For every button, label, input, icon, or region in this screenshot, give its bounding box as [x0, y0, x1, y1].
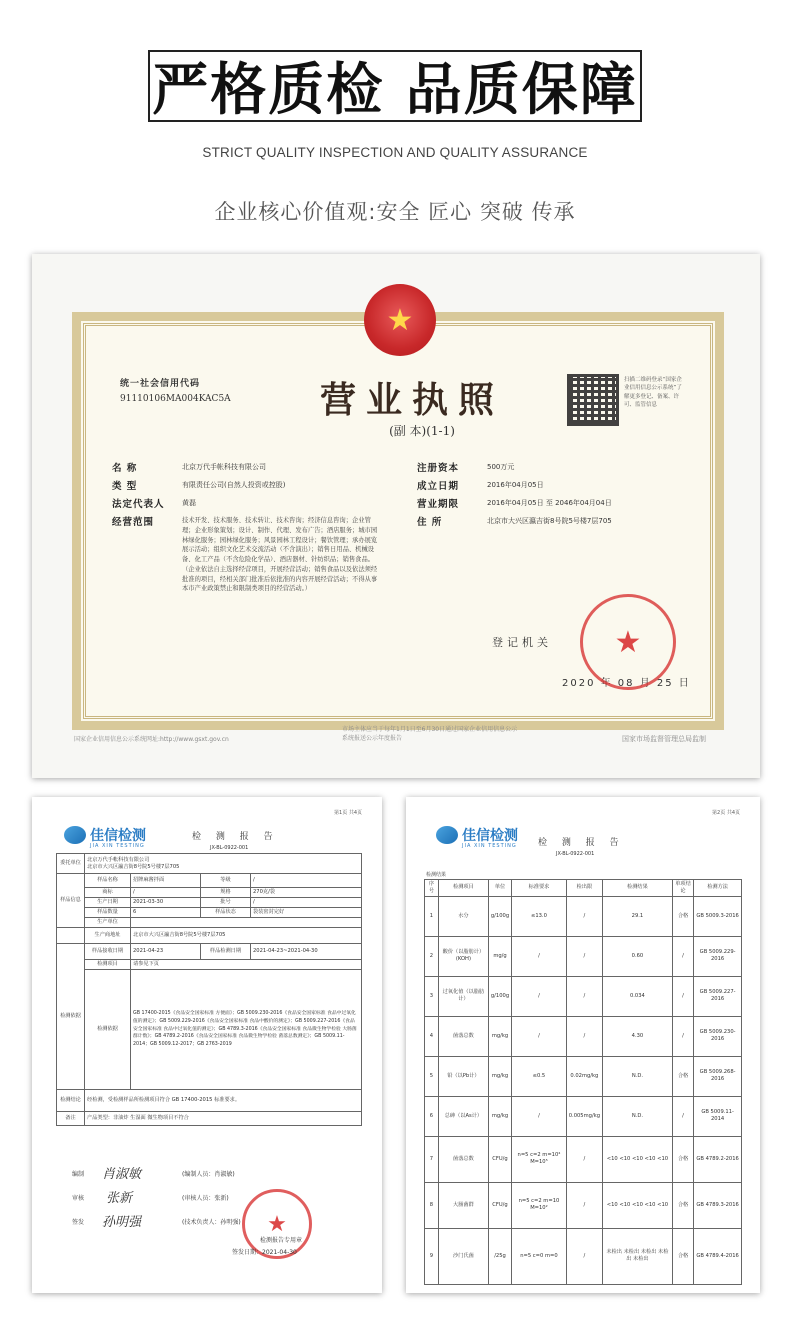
table-cell: / — [566, 1136, 602, 1182]
table-cell: / — [566, 1016, 602, 1056]
table-row — [425, 1056, 742, 1096]
signature-review: 张新 — [106, 1191, 133, 1206]
table-cell: ≤13.0 — [512, 896, 567, 936]
field-label-term: 营业期限 — [417, 499, 460, 510]
table-cell: n=5 c=2 m=10 M=10² — [512, 1182, 567, 1228]
table-cell: 合格 — [672, 1136, 693, 1182]
lab-brand-english: JIA XIN TESTING — [90, 843, 145, 849]
table-cell: ≤0.5 — [512, 1056, 567, 1096]
table-cell: 6 — [131, 908, 201, 918]
table-cell: N.D. — [603, 1096, 673, 1136]
table-cell: 0.02mg/kg — [566, 1056, 602, 1096]
table-cell: 批号 — [201, 898, 251, 908]
column-header: 检出限 — [566, 880, 602, 897]
table-cell: 招牌麻酱拌面 — [131, 874, 201, 888]
table-cell: 0.60 — [603, 936, 673, 976]
lab-brand-name: 佳信检测 — [462, 828, 518, 844]
table-cell: mg/g — [488, 936, 511, 976]
field-label-address: 住 所 — [417, 517, 443, 528]
lab-brand-name: 佳信检测 — [90, 828, 146, 844]
table-cell: GB 4789.4-2016 — [694, 1228, 742, 1284]
producer-address: 北京市大兴区瀛吉街8号院5号楼7层705 — [131, 928, 362, 944]
page-indicator: 第2页 共4页 — [712, 810, 740, 816]
table-cell: n=5 c=0 m=0 — [512, 1228, 567, 1284]
table-cell: / — [131, 888, 201, 898]
license-footer-supervisor: 国家市场监督管理总局监制 — [622, 735, 706, 743]
table-cell: 等级 — [201, 874, 251, 888]
table-cell: / — [566, 1228, 602, 1284]
column-header: 检测结果 — [603, 880, 673, 897]
table-cell: / — [672, 1016, 693, 1056]
receive-date: 2021-04-23 — [131, 944, 201, 960]
table-cell: 合格 — [672, 1182, 693, 1228]
qr-code-caption: 扫描二维码登录“国家企业信用信息公示系统”了解更多登记、备案、许可、监管信息 — [624, 377, 682, 408]
table-cell: / — [512, 976, 567, 1016]
field-label-legal-rep: 法定代表人 — [112, 499, 165, 510]
basis-sub-label: 检测依据 — [85, 970, 131, 1090]
conclusion-text: 经检测，受检测样品所检测项目符合 GB 17400-2015 标准要求。 — [85, 1090, 362, 1112]
license-footer-notice: 市场主体应当于每年1月1日至6月30日通过国家企业信用信息公示系统报送公示年度报告 — [342, 726, 518, 742]
issue-date: 签发日期：2021-04-30 — [232, 1249, 297, 1256]
table-cell: 未检出 未检出 未检出 未检出 未检出 — [603, 1228, 673, 1284]
table-cell: GB 5009.268-2016 — [694, 1056, 742, 1096]
table-cell: / — [672, 936, 693, 976]
table-cell: / — [512, 936, 567, 976]
report-number: JX-BL-0922-001 — [210, 845, 249, 851]
license-copy-label: (副 本)(1-1) — [389, 424, 455, 438]
table-cell: 9 — [425, 1228, 439, 1284]
testing-lab-logo — [64, 825, 146, 849]
table-cell: 3 — [425, 976, 439, 1016]
field-value-type: 有限责任公司(自然人投资或控股) — [182, 481, 286, 489]
testing-lab-logo — [436, 825, 518, 849]
table-cell: 4.30 — [603, 1016, 673, 1056]
table-row — [425, 1016, 742, 1056]
table-row — [425, 1136, 742, 1182]
table-cell: 7 — [425, 1136, 439, 1182]
table-cell: 过氧化值（以脂肪计） — [438, 976, 488, 1016]
field-label-founded: 成立日期 — [417, 481, 460, 492]
table-cell: mg/kg — [488, 1056, 511, 1096]
table-cell: 袋装密封完好 — [251, 908, 362, 918]
table-cell: g/100g — [488, 896, 511, 936]
producer-label: 生产单位 — [85, 918, 131, 928]
table-cell: / — [566, 976, 602, 1016]
conclusion-label: 检测结论 — [57, 1090, 85, 1112]
subtitle: STRICT QUALITY INSPECTION AND QUALITY ASSURANCE — [202, 145, 588, 160]
table-cell: 2 — [425, 936, 439, 976]
business-license-image — [32, 254, 760, 778]
license-title: 营业执照 — [319, 379, 504, 421]
column-header: 检测方法 — [694, 880, 742, 897]
license-date: 2020 年 08 月 25 日 — [562, 678, 691, 689]
table-row — [425, 976, 742, 1016]
field-value-founded: 2016年04月05日 — [487, 481, 544, 489]
field-label-capital: 注册资本 — [417, 463, 460, 474]
client-name: 北京万代手帐科技有限公司 — [87, 856, 150, 863]
lab-brand-english: JIA XIN TESTING — [462, 843, 517, 849]
field-value-name: 北京万代手帐科技有限公司 — [182, 463, 266, 471]
table-cell: 样品状态 — [201, 908, 251, 918]
table-cell: 样品数量 — [85, 908, 131, 918]
table-cell: GB 4789.3-2016 — [694, 1182, 742, 1228]
table-cell: CFU/g — [488, 1136, 511, 1182]
headline-box — [148, 50, 642, 122]
table-cell: 合格 — [672, 896, 693, 936]
test-report-page-1 — [32, 797, 382, 1293]
table-cell: GB 5009.230-2016 — [694, 1016, 742, 1056]
table-cell: 0.034 — [603, 976, 673, 1016]
results-table — [424, 879, 742, 1285]
table-cell: / — [672, 976, 693, 1016]
table-cell: 合格 — [672, 1228, 693, 1284]
table-cell: <10 <10 <10 <10 <10 — [603, 1182, 673, 1228]
table-cell: 5 — [425, 1056, 439, 1096]
signer-role-prepare: 编制 — [72, 1171, 85, 1178]
test-report-page-2 — [406, 797, 760, 1293]
table-cell: / — [566, 896, 602, 936]
table-cell: 2021-03-30 — [131, 898, 201, 908]
lab-logo-icon — [436, 826, 458, 844]
field-label-name: 名 称 — [112, 463, 138, 474]
signer-name-issue: (技术负责人：孙明强) — [182, 1219, 241, 1226]
table-cell: 铅（以Pb计） — [438, 1056, 488, 1096]
table-cell: 6 — [425, 1096, 439, 1136]
field-value-legal-rep: 黄磊 — [182, 499, 196, 507]
table-cell: g/100g — [488, 976, 511, 1016]
test-date: 2021-04-23~2021-04-30 — [251, 944, 362, 960]
table-cell: / — [566, 1182, 602, 1228]
table-cell: N.D. — [603, 1056, 673, 1096]
client-address: 北京市大兴区瀛吉街8号院5号楼7层705 — [87, 863, 180, 870]
table-cell: 商标 — [85, 888, 131, 898]
field-label-scope: 经营范围 — [112, 517, 155, 528]
table-cell: / — [251, 898, 362, 908]
column-header: 单项结论 — [672, 880, 693, 897]
table-cell: / — [512, 1016, 567, 1056]
test-date-label: 样品检测日期 — [201, 944, 251, 960]
table-cell: / — [512, 1096, 567, 1136]
table-cell: 总砷（以As计） — [438, 1096, 488, 1136]
core-values: 企业核心价值观:安全 匠心 突破 传承 — [214, 200, 576, 224]
national-emblem-icon: ★ — [364, 284, 436, 356]
table-row — [425, 1182, 742, 1228]
signer-name-review: (审核人员：张新) — [182, 1195, 229, 1202]
client-label: 委托单位 — [57, 854, 85, 874]
table-cell: n=5 c=2 m=10⁴ M=10⁵ — [512, 1136, 567, 1182]
license-footer-website: 国家企业信用信息公示系统网址:http://www.gsxt.gov.cn — [74, 736, 229, 743]
field-value-address: 北京市大兴区瀛吉街8号院5号楼7层705 — [487, 517, 612, 525]
table-cell: GB 5009.3-2016 — [694, 896, 742, 936]
field-value-term: 2016年04月05日 至 2046年04月04日 — [487, 499, 612, 507]
table-cell: 酸价（以脂肪计）(KOH) — [438, 936, 488, 976]
table-cell: mg/kg — [488, 1096, 511, 1136]
basis-text: GB 17400-2015《食品安全国家标准 方便面》；GB 5009.230-2016《食品安全国家标准 食品中过氧化值的测定》；GB 5009.229-2016《食品安全国家标准 食品中酸价的测定》；GB 5009.227-2016《食品安全国家标准 食品中过氧化值的测定》；GB 4789.3-2016《食品安全国家标准 食品微生物学检验 大肠菌群计数》；GB 4789.2-2016《食品安全国家标准 食品微生物学检验 菌落总数测定》；GB 5009.11-2014；GB 5009.12-2017；GB 2763-2019 — [131, 970, 362, 1090]
table-cell: 大肠菌群 — [438, 1182, 488, 1228]
table-cell: 样品名称 — [85, 874, 131, 888]
table-cell: 规格 — [201, 888, 251, 898]
table-cell: GB 5009.227-2016 — [694, 976, 742, 1016]
table-cell: 4 — [425, 1016, 439, 1056]
table-cell: / — [566, 936, 602, 976]
test-items-label: 检测项目 — [85, 960, 131, 970]
table-cell: /25g — [488, 1228, 511, 1284]
table-cell: / — [251, 874, 362, 888]
table-row — [425, 1228, 742, 1284]
table-cell: 270克/袋 — [251, 888, 362, 898]
table-cell: 29.1 — [603, 896, 673, 936]
test-items: 请参见下页 — [131, 960, 362, 970]
table-cell: 1 — [425, 896, 439, 936]
producer-address-label: 生产商地址 — [85, 928, 131, 944]
column-header: 单位 — [488, 880, 511, 897]
signer-role-issue: 签发 — [72, 1219, 85, 1226]
table-cell: / — [672, 1096, 693, 1136]
sample-info-label: 样品信息 — [57, 874, 85, 928]
credit-code-label: 统一社会信用代码 — [120, 379, 201, 389]
page-indicator: 第1页 共4页 — [334, 810, 362, 816]
table-cell: 8 — [425, 1182, 439, 1228]
table-cell: 沙门氏菌 — [438, 1228, 488, 1284]
basis-label: 检测依据 — [57, 944, 85, 1090]
headline: 严格质检 品质保障 — [152, 58, 638, 123]
field-value-capital: 500万元 — [487, 463, 515, 471]
test-stamp-icon: ★ — [242, 1189, 312, 1259]
table-row — [425, 896, 742, 936]
signature-issue: 孙明强 — [102, 1215, 142, 1230]
credit-code: 91110106MA004KAC5A — [120, 394, 231, 404]
field-label-type: 类 型 — [112, 481, 138, 492]
report-info-table — [56, 853, 362, 1126]
signature-prepare: 肖淑敏 — [102, 1167, 142, 1182]
table-cell: mg/kg — [488, 1016, 511, 1056]
table-cell: GB 4789.2-2016 — [694, 1136, 742, 1182]
stamp-text: 检测报告专用章 — [260, 1237, 303, 1244]
qr-code-icon — [567, 374, 619, 426]
lab-logo-icon — [64, 826, 86, 844]
table-cell: 水分 — [438, 896, 488, 936]
table-cell: 菌落总数 — [438, 1136, 488, 1182]
report-number: JX-BL-0922-001 — [556, 851, 595, 857]
table-row — [425, 1096, 742, 1136]
result-label: 检测结果 — [426, 872, 447, 878]
business-scope-text: 技术开发、技术服务、技术转让、技术咨询；经济信息咨询；企业管理；企业形象策划；设计、制作、代理、发布广告；酒店服务；城市园林绿化服务；园林绿化服务；风景园林工程设计；餐饮管理；承办展览展示活动；组织文化艺术交流活动（不含演出）；销售日用品、机械设备、化工产品（不含危险化学品）、酒店器材、针纺织品；销售食品。（企业依法自主选择经营项目，开展经营活动；销售食品以及依法须经批准的项目，经相关部门批准后依批准的内容开展经营活动；不得从事本市产业政策禁止和限制类项目的经营活动。） — [182, 517, 378, 593]
table-cell: <10 <10 <10 <10 <10 — [603, 1136, 673, 1182]
table-cell: 0.005mg/kg — [566, 1096, 602, 1136]
table-cell: 合格 — [672, 1056, 693, 1096]
signer-name-prepare: (编制人员：肖淑敏) — [182, 1171, 235, 1178]
official-seal-icon: ★ — [580, 594, 676, 690]
registration-authority-label: 登记机关 — [492, 636, 552, 649]
remark-text: 产品类型：非油炸 生湿面 微生物项目不符合 — [85, 1112, 362, 1126]
table-cell: GB 5009.229-2016 — [694, 936, 742, 976]
column-header: 序号 — [425, 880, 439, 897]
signer-role-review: 审核 — [72, 1195, 85, 1202]
report-title: 检 测 报 告 — [538, 838, 625, 848]
column-header: 标准要求 — [512, 880, 567, 897]
report-title: 检 测 报 告 — [192, 832, 279, 842]
remark-label: 备注 — [57, 1112, 85, 1126]
table-cell: 生产日期 — [85, 898, 131, 908]
table-cell: CFU/g — [488, 1182, 511, 1228]
table-cell: 菌落总数 — [438, 1016, 488, 1056]
column-header: 检测项目 — [438, 880, 488, 897]
table-cell: GB 5009.11-2014 — [694, 1096, 742, 1136]
receive-date-label: 样品接收日期 — [85, 944, 131, 960]
table-row — [425, 936, 742, 976]
